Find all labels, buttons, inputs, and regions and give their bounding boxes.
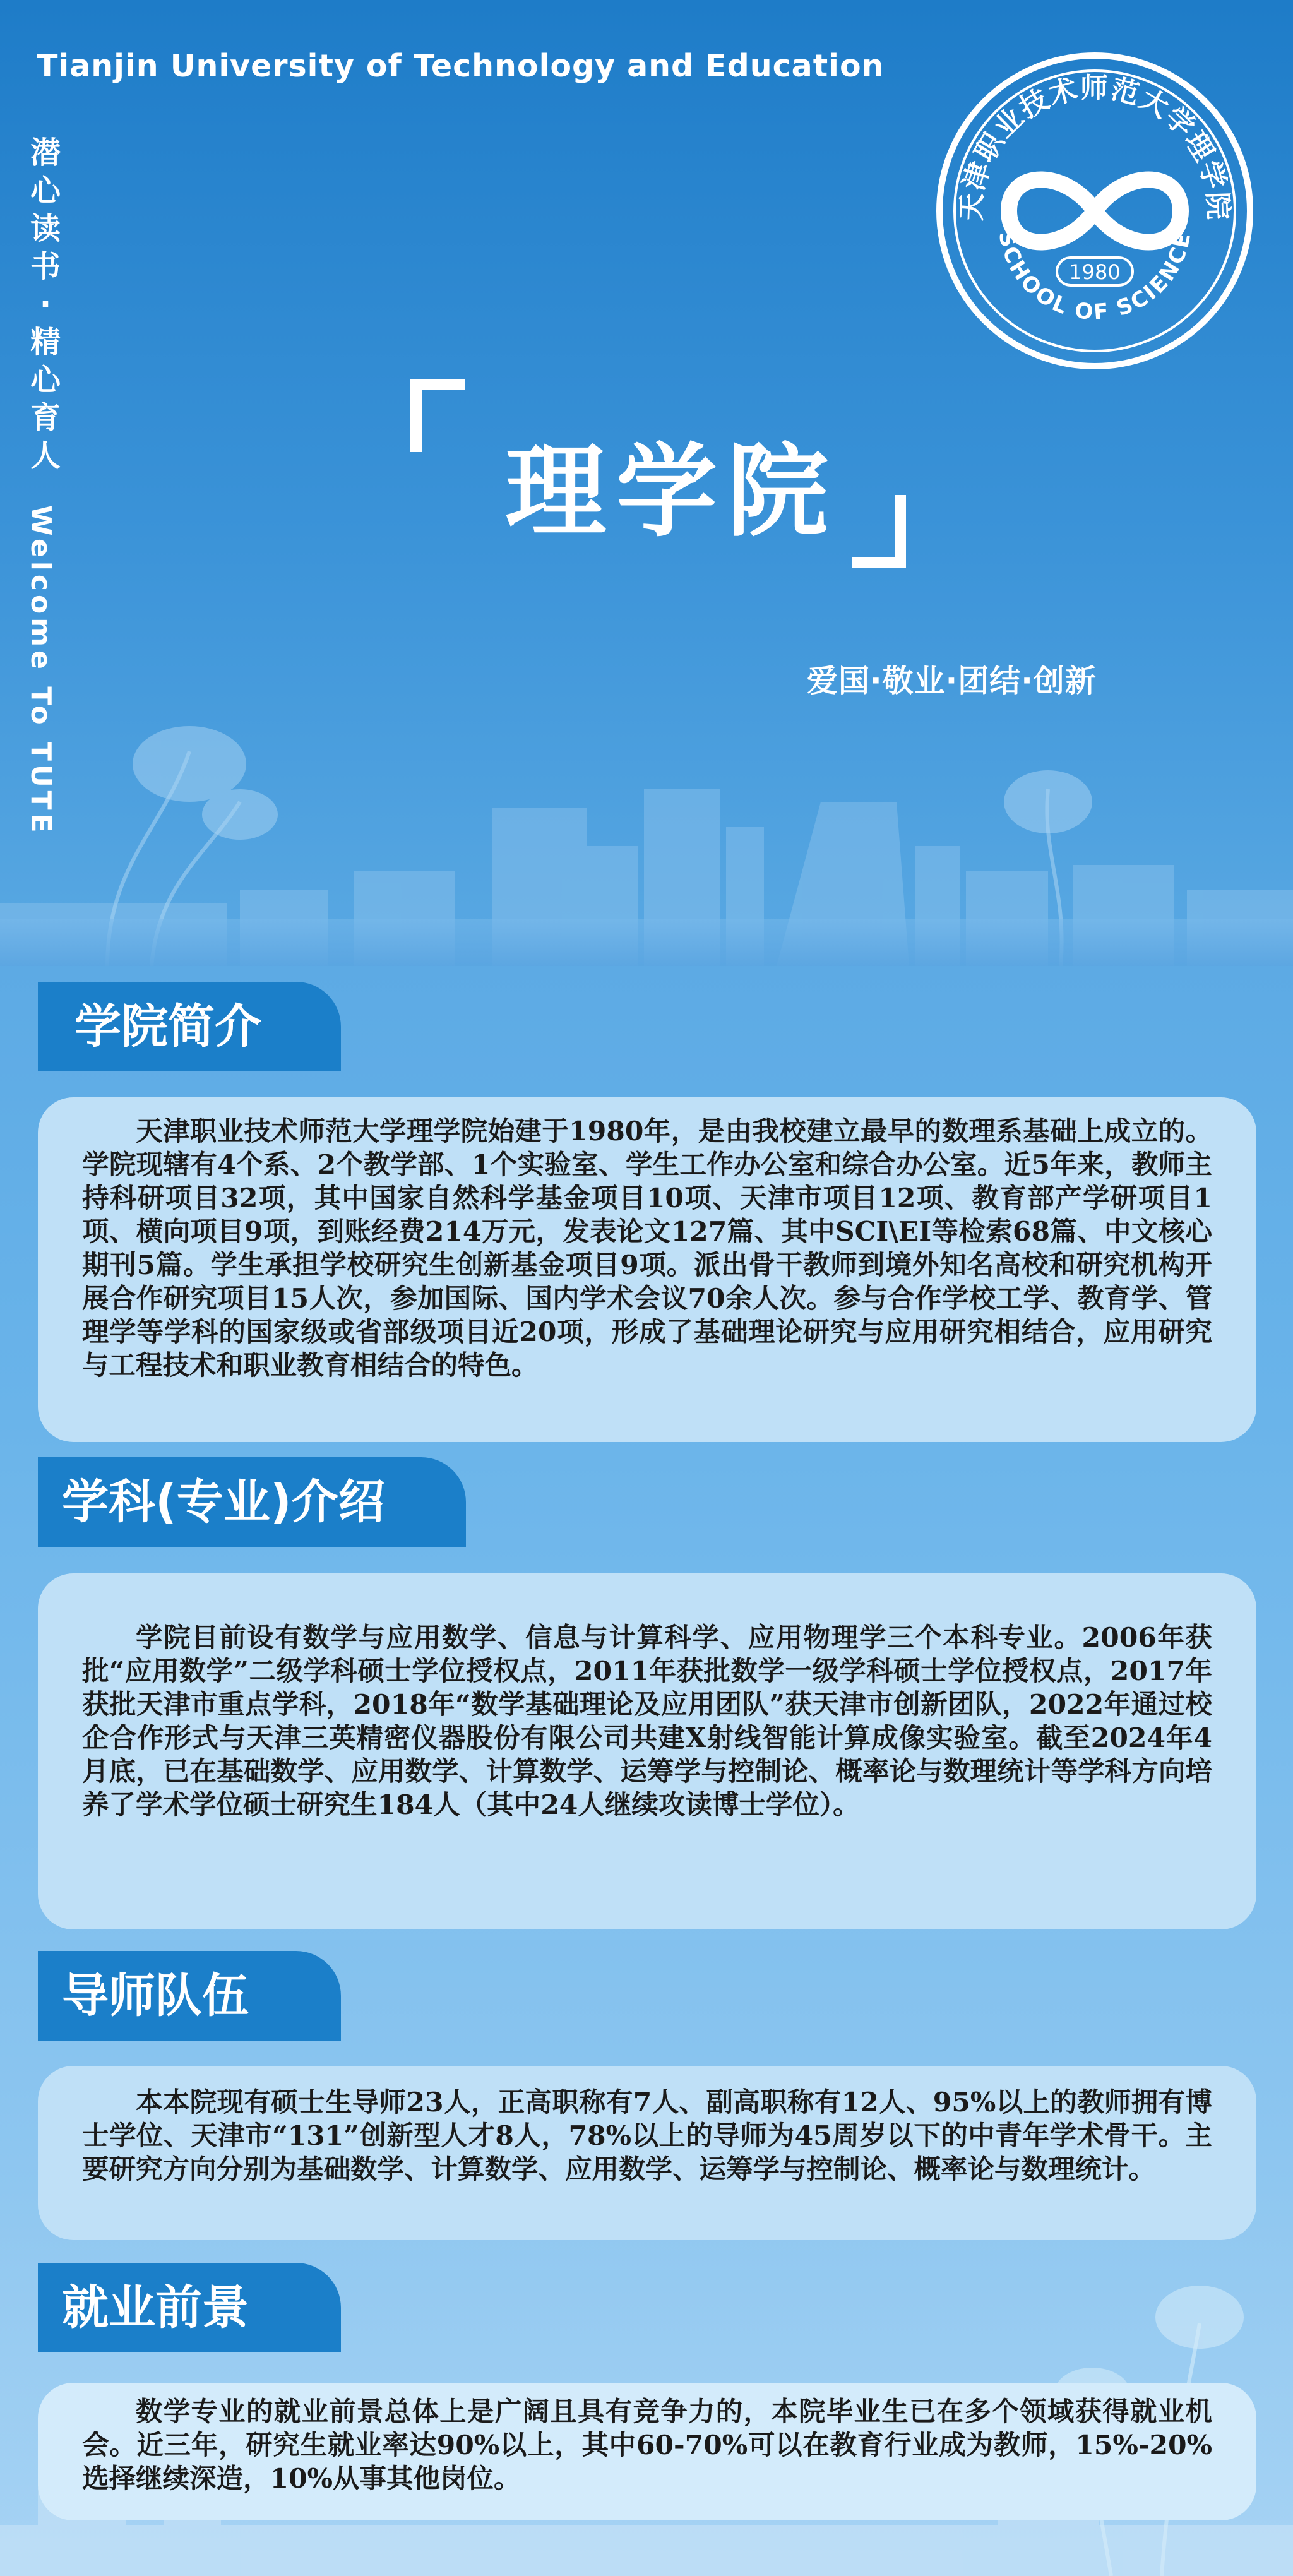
section-heading-discipline: 学科(专业)介绍	[38, 1457, 466, 1547]
logo-year: 1980	[1069, 260, 1121, 284]
supervisors-text: 本本院现有硕士生导师23人，正高职称有7人、副高职称有12人、95%以上的教师拥有博士学位、天津市“131”创新型人才8人，78%以上的导师为45周岁以下的中青年学术骨干。主要研究方向分别为基础数学、计算数学、应用数学、运筹学与控制论、概率论与数理统计。	[82, 2087, 1212, 2185]
welcome-vertical-text: Welcome To TUTE	[25, 505, 57, 837]
employment-text: 数学专业的就业前景总体上是广阔且具有竞争力的，本院毕业生已在多个领域获得就业机会。近三年，研究生就业率达90%以上，其中60-70%可以在教育行业成为教师，15%-20%选择继续深造，10%从事其他岗位。	[82, 2396, 1212, 2495]
section-heading-employment: 就业前景	[38, 2263, 341, 2352]
section-heading-intro: 学院简介	[38, 982, 341, 1071]
intro-text: 天津职业技术师范大学理学院始建于1980年，是由我校建立最早的数理系基础上成立的。学院现辖有4个系、2个教学部、1个实验室、学生工作办公室和综合办公室。近5年来，教师主持科研项目32项，其中国家自然科学基金项目10项、天津市项目12项、教育部产学研项目1项、横向项目9项，到账经费214万元，发表论文127篇、其中SCI\EI等检索68篇、中文核心期刊5篇。学生承担学校研究生创新基金项目9项。派出骨干教师到境外知名高校和研究机构开展合作研究项目15人次，参加国际、国内学术会议70余人次。参与合作学校工学、教育学、管理学等学科的国家级或省部级项目近20项，形成了基础理论研究与应用研究相结合，应用研究与工程技术和职业教育相结合的特色。	[82, 1116, 1212, 1381]
title-block	[410, 379, 915, 568]
vertical-slogan	[27, 134, 64, 475]
school-logo	[933, 49, 1256, 373]
page-title: 理学院	[505, 432, 839, 551]
discipline-card	[38, 1573, 1256, 1929]
section-heading-supervisors: 导师队伍	[38, 1951, 341, 2041]
bracket-right-decoration	[852, 495, 906, 568]
bracket-left-decoration	[410, 379, 465, 452]
discipline-text: 学院目前设有数学与应用数学、信息与计算科学、应用物理学三个本科专业。2006年获批“应用数学”二级学科硕士学位授权点，2011年获批数学一级学科硕士学位授权点，2017年获批天津市重点学科，2018年“数学基础理论及应用团队”获天津市创新团队，2022年通过校企合作形式与天津三英精密仪器股份有限公司共建X射线智能计算成像实验室。截至2024年4月底，已在基础数学、应用数学、计算数学、运筹学与控制论、概率论与数理统计等学科方向培养了学术学位硕士研究生184人（其中24人继续攻读博士学位）。	[82, 1622, 1212, 1821]
hero-bottom-band	[0, 919, 1293, 966]
slogan-char: 读	[30, 211, 61, 246]
slogan-char: 精	[30, 325, 61, 360]
slogan-char: 潜	[30, 135, 61, 170]
infinity-icon	[1009, 180, 1181, 242]
employment-card	[38, 2383, 1256, 2520]
slogan-char: 人	[30, 438, 61, 474]
intro-card	[38, 1097, 1256, 1442]
university-english-name: Tianjin University of Technology and Education	[37, 48, 885, 84]
slogan-char: 心	[30, 362, 61, 398]
slogan-char: 育	[30, 400, 61, 436]
slogan-char: ·	[39, 287, 52, 322]
motto-text: 爱国·敬业·团结·创新	[807, 663, 1097, 699]
supervisors-card	[38, 2066, 1256, 2240]
logo-chinese-name: 天津职业技术师范大学理学院	[955, 72, 1234, 222]
slogan-char: 心	[30, 173, 61, 208]
slogan-char: 书	[30, 249, 61, 284]
logo-english-name: SCHOOL OF SCIENCE	[993, 229, 1196, 326]
